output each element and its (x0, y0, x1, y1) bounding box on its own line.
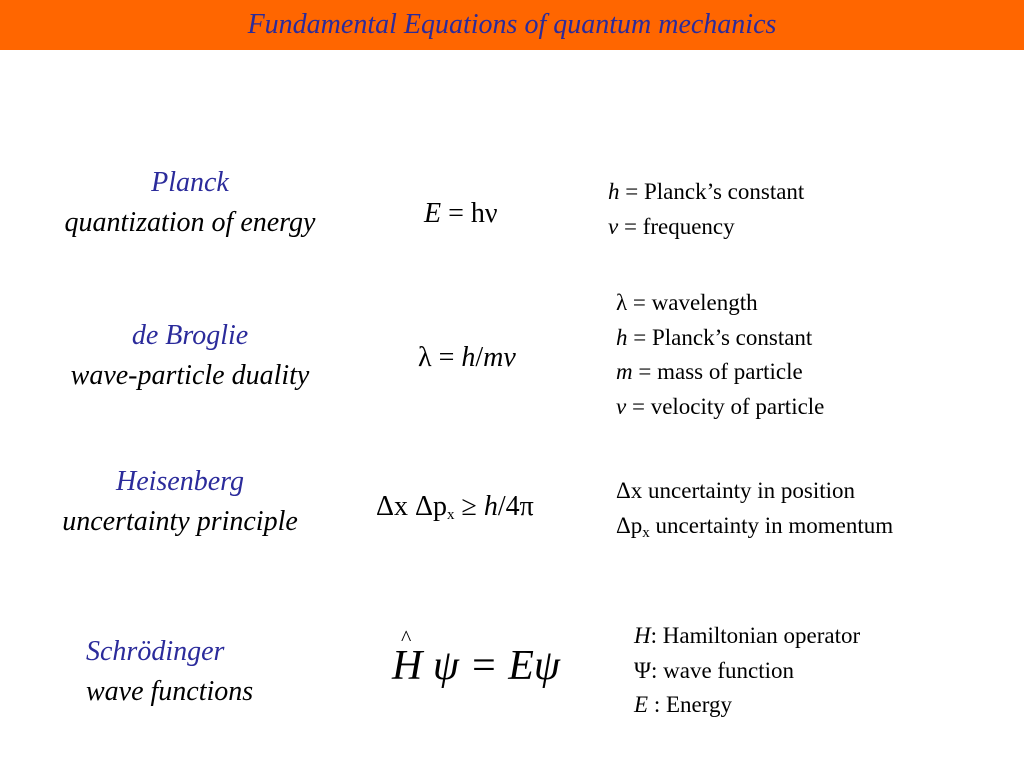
debroglie-name: de Broglie (131, 320, 249, 351)
debroglie-label (30, 316, 350, 396)
eq-equals: = (438, 342, 455, 373)
desc-line (616, 286, 824, 321)
desc-text: = frequency (618, 213, 735, 239)
debroglie-description (616, 286, 824, 424)
heisenberg-equation (376, 491, 534, 524)
desc-symbol: h (616, 324, 628, 350)
schrodinger-name: Schrödinger (86, 636, 225, 667)
schrodinger-equation: H ψ = Eψ (392, 643, 560, 689)
desc-symbol: H (634, 623, 651, 648)
heisenberg-concept: uncertainty principle (62, 506, 298, 537)
slide-title: Fundamental Equations of quantum mechanics (247, 9, 777, 40)
desc-line (616, 355, 824, 390)
desc-symbol: Δx (616, 478, 643, 503)
desc-line (608, 175, 804, 210)
desc-text: = Planck’s constant (627, 324, 813, 350)
desc-line (608, 210, 804, 245)
eq-slash: / (475, 342, 484, 373)
heisenberg-label (20, 462, 340, 542)
planck-equation (424, 198, 498, 230)
desc-symbol: h (608, 179, 620, 204)
desc-subscript: x (642, 524, 650, 541)
desc-line (634, 654, 860, 689)
desc-text: : Hamiltonian operator (650, 623, 861, 648)
desc-text: = Planck’s constant (619, 179, 805, 204)
desc-symbol: λ (616, 290, 628, 315)
desc-text: = velocity of particle (626, 393, 825, 419)
desc-line (634, 619, 860, 654)
desc-text: : wave function (650, 657, 795, 683)
desc-line (616, 321, 824, 356)
eq-h: h (483, 491, 498, 522)
planck-description (608, 175, 804, 244)
schrodinger-description (634, 619, 860, 723)
desc-symbol: ν (608, 213, 619, 239)
desc-symbol: E (634, 692, 649, 717)
eq-ge: ≥ (461, 491, 477, 522)
desc-text: = wavelength (627, 290, 758, 315)
planck-name: Planck (151, 167, 229, 198)
schrodinger-concept: wave functions (86, 676, 254, 707)
desc-text: = mass of particle (632, 359, 803, 384)
eq-energy-symbol: E (424, 198, 442, 229)
eq-h: h (461, 342, 476, 373)
eq-mv: mv (483, 342, 516, 373)
desc-line (616, 509, 893, 551)
eq-subscript-x: x (447, 507, 455, 523)
desc-text: : Energy (648, 692, 732, 717)
desc-symbol: m (616, 359, 633, 384)
eq-4pi: /4π (497, 491, 534, 522)
hamiltonian-hat: ^ (401, 625, 412, 650)
eq-delta-p: Δp (415, 491, 448, 522)
desc-symbol: v (616, 393, 627, 419)
debroglie-equation (418, 342, 516, 374)
desc-symbol: Ψ (634, 657, 651, 683)
desc-text: uncertainty in position (642, 478, 856, 503)
heisenberg-name: Heisenberg (115, 466, 245, 497)
planck-concept: quantization of energy (64, 207, 316, 238)
desc-text: uncertainty in momentum (649, 512, 894, 538)
eq-delta-x: Δx (376, 491, 409, 522)
eq-lambda: λ (418, 342, 432, 373)
schrodinger-label (30, 632, 350, 712)
eq-equals: = (448, 198, 464, 229)
desc-symbol: Δp (616, 512, 643, 538)
heisenberg-description (616, 474, 893, 550)
planck-label (30, 163, 350, 243)
eq-h-nu: hν (470, 198, 498, 229)
desc-line (616, 390, 824, 425)
desc-line (616, 474, 893, 509)
desc-line (634, 688, 860, 723)
debroglie-concept: wave-particle duality (70, 360, 310, 391)
